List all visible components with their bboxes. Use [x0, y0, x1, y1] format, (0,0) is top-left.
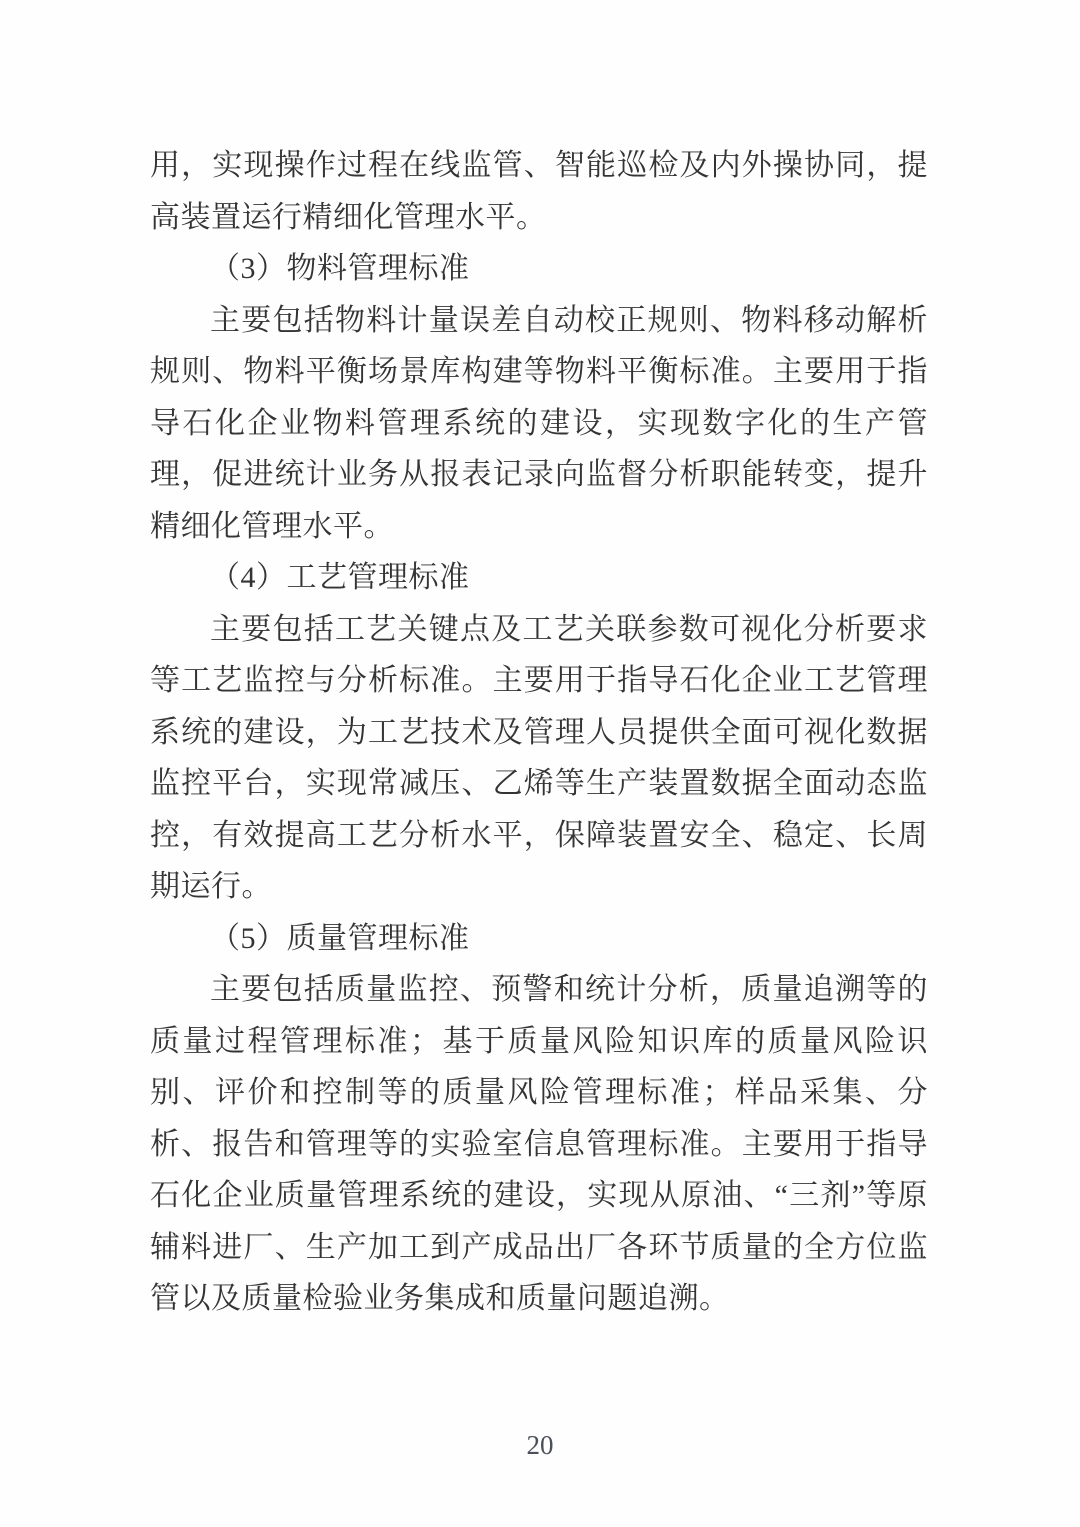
paragraph-process-management: 主要包括工艺关键点及工艺关联参数可视化分析要求等工艺监控与分析标准。主要用于指导石化企业工艺管理系统的建设，为工艺技术及管理人员提供全面可视化数据监控平台，实现常减压、乙烯等生产装置数据全面动态监控，有效提高工艺分析水平，保障装置安全、稳定、长周期运行。 — [150, 612, 928, 903]
paragraph-quality-management: 主要包括质量监控、预警和统计分析，质量追溯等的质量过程管理标准；基于质量风险知识库的质量风险识别、评价和控制等的质量风险管理标准；样品采集、分析、报告和管理等的实验室信息管理标准。主要用于指导石化企业质量管理系统的建设，实现从原油、“三剂”等原辅料进厂、生产加工到产成品出厂各环节质量的全方位监管以及质量检验业务集成和质量问题追溯。 — [150, 973, 928, 1315]
paragraph-continuation-operations: 用，实现操作过程在线监管、智能巡检及内外操协同，提高装置运行精细化管理水平。 — [150, 149, 928, 234]
heading-material-management-standard: （3）物料管理标准 — [210, 252, 470, 285]
heading-process-management-standard: （4）工艺管理标准 — [210, 561, 470, 594]
page-body-text — [150, 140, 928, 1325]
paragraph-material-management: 主要包括物料计量误差自动校正规则、物料移动解析规则、物料平衡场景库构建等物料平衡标准。主要用于指导石化企业物料管理系统的建设，实现数字化的生产管理，促进统计业务从报表记录向监督分析职能转变，提升精细化管理水平。 — [150, 303, 928, 543]
page-number: 20 — [526, 1430, 554, 1460]
heading-quality-management-standard: （5）质量管理标准 — [210, 921, 470, 955]
